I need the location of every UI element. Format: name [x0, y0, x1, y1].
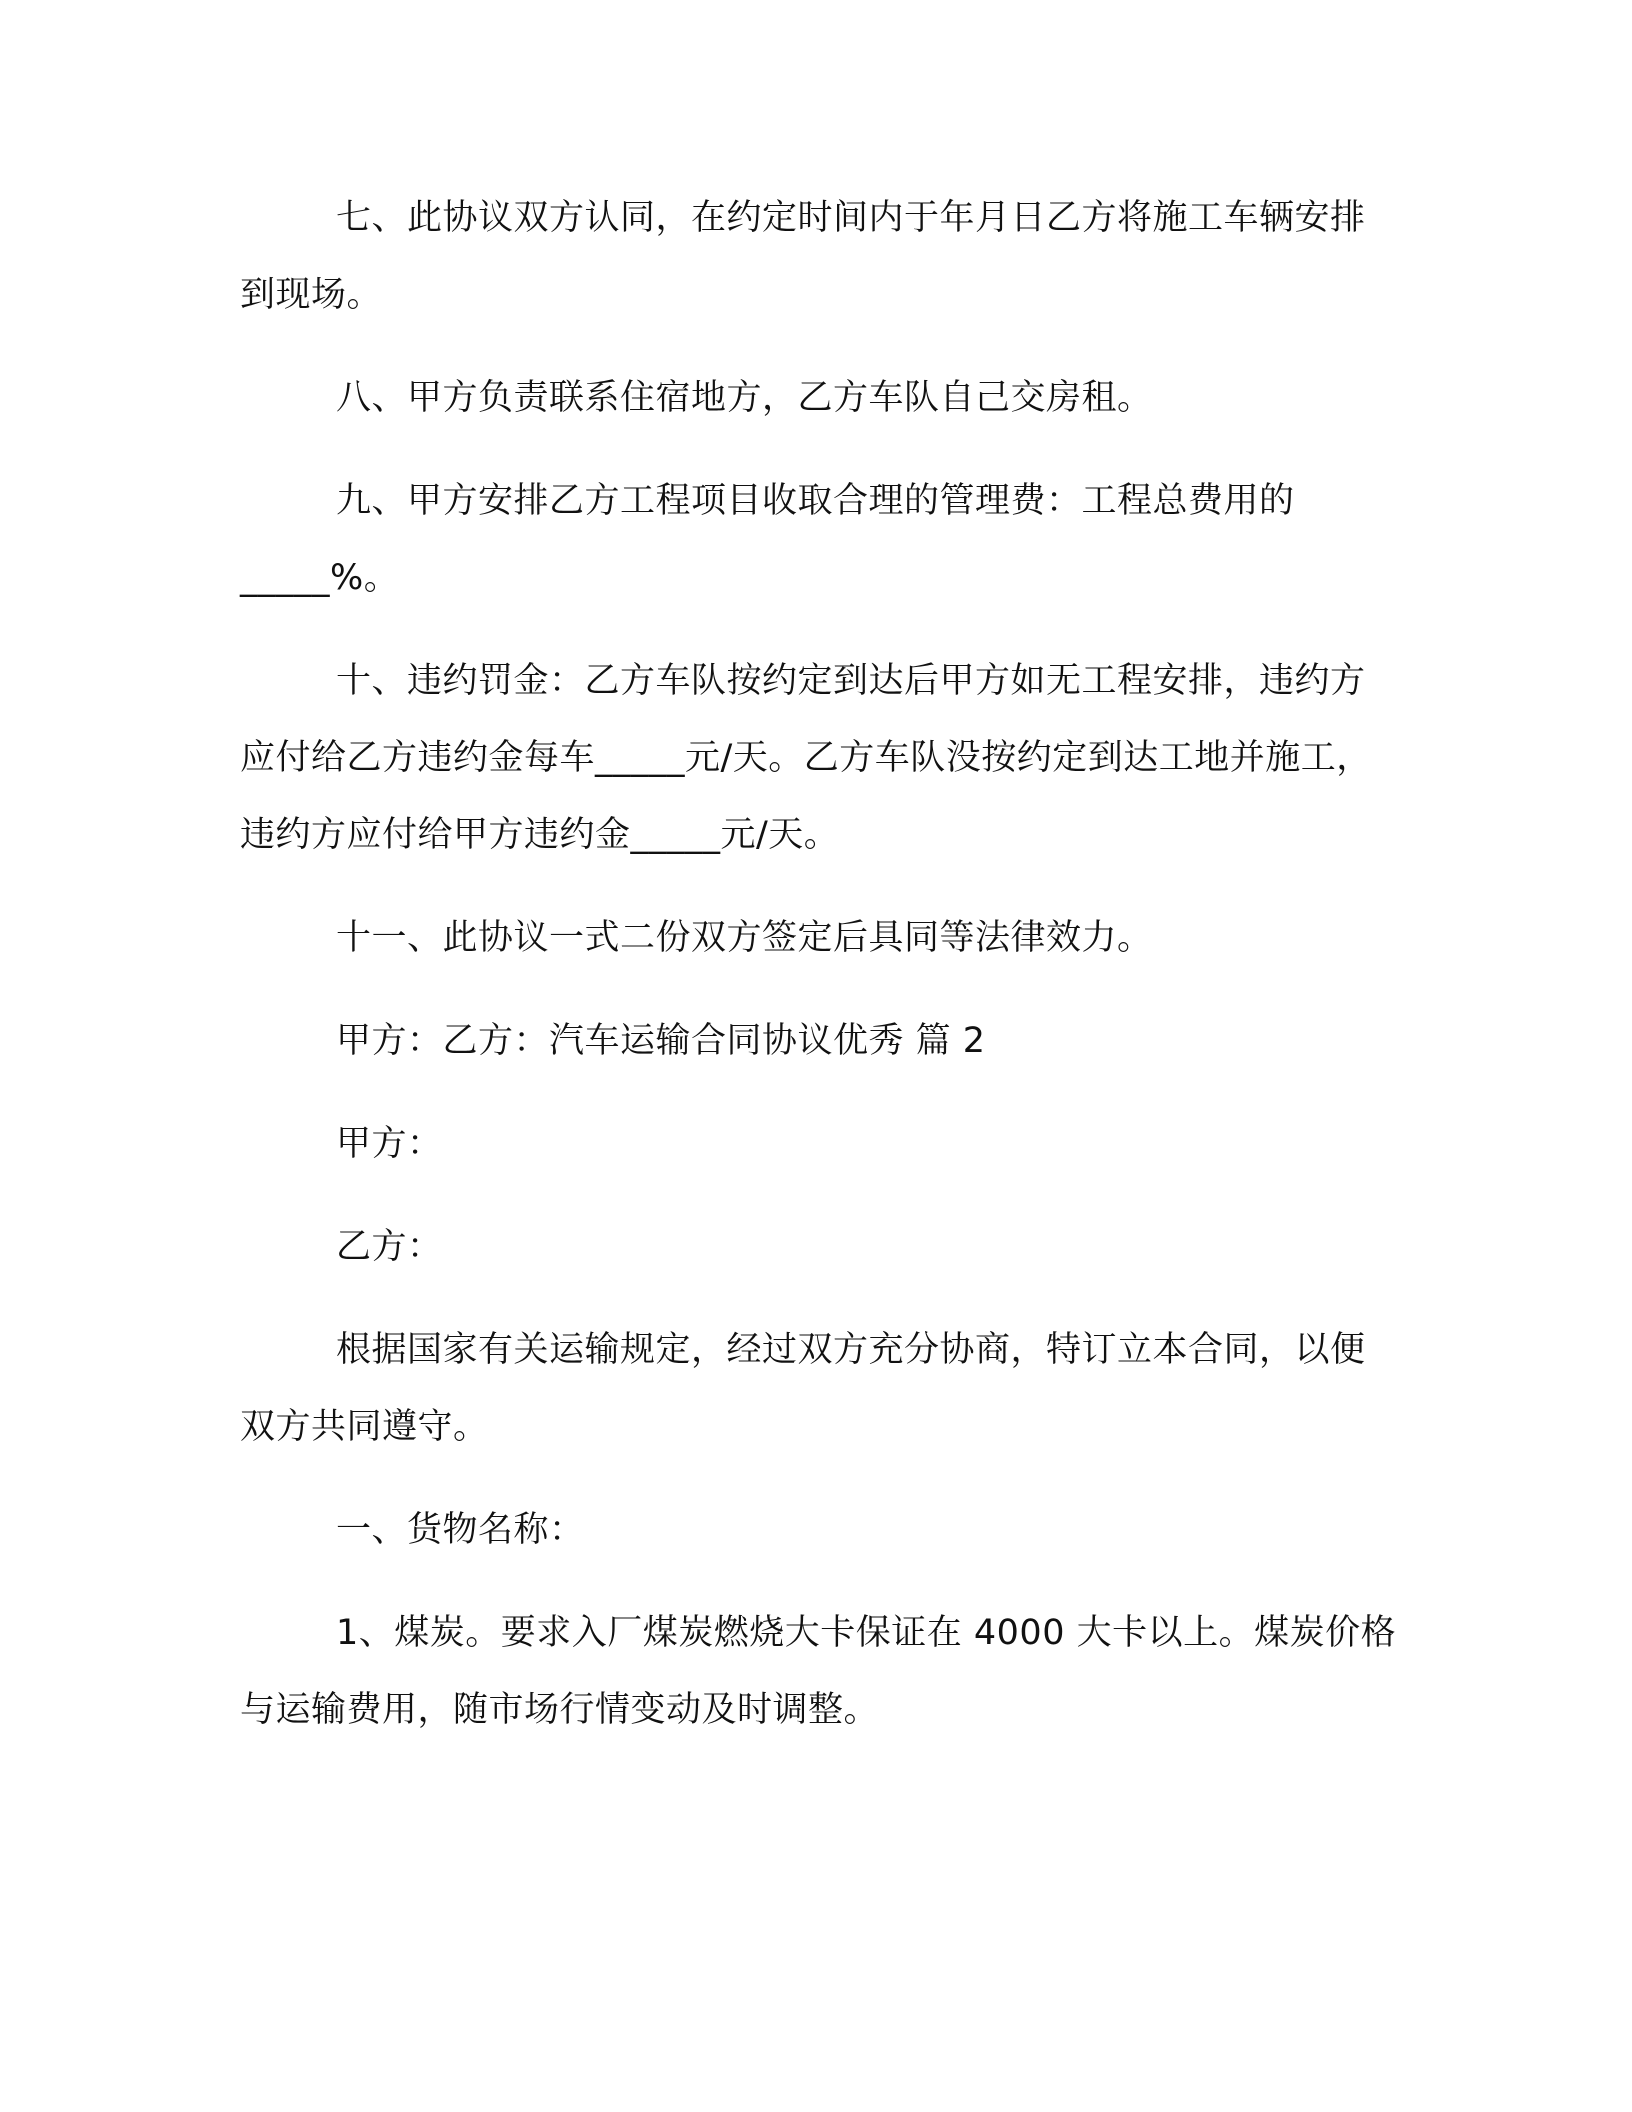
goods-name-heading: 一、货物名称： [336, 1510, 585, 1550]
clause-8: 八、甲方负责联系住宿地方，乙方车队自己交房租。 [336, 378, 1153, 418]
clause-10: 十、违约罚金：乙方车队按约定到达后甲方如无工程安排，违约方应付给乙方违约金每车_____元/天。乙方车队没按约定到达工地并施工，违约方应付给甲方违约金_____元/天。 [240, 661, 1372, 855]
party-b-label: 乙方： [336, 1227, 443, 1267]
clause-9: 九、甲方安排乙方工程项目收取合理的管理费：工程总费用的_____%。 [240, 481, 1295, 598]
section-heading: 甲方：乙方：汽车运输合同协议优秀 篇 2 [336, 1021, 986, 1061]
goods-item-1: 1、煤炭。要求入厂煤炭燃烧大卡保证在 4000 大卡以上。煤炭价格与运输费用，随市场行情变动及时调整。 [240, 1613, 1397, 1730]
clause-11: 十一、此协议一式二份双方签定后具同等法律效力。 [336, 918, 1153, 958]
party-a-label: 甲方： [336, 1124, 443, 1164]
preamble: 根据国家有关运输规定，经过双方充分协商，特订立本合同，以便双方共同遵守。 [240, 1330, 1366, 1447]
clause-7: 七、此协议双方认同，在约定时间内于年月日乙方将施工车辆安排到现场。 [240, 198, 1366, 315]
